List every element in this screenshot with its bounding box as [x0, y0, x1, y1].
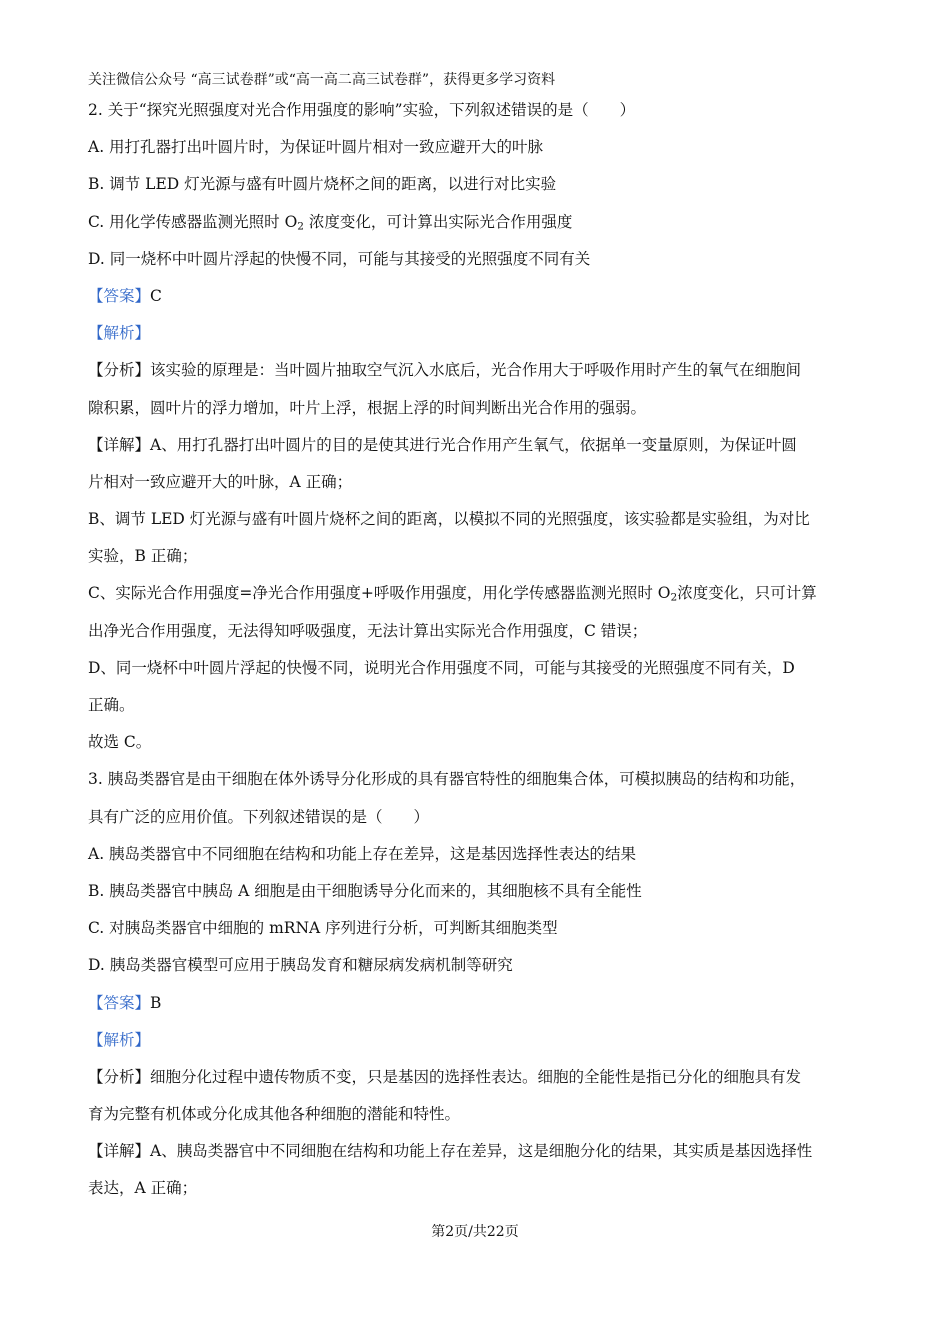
- q2-stem: 2. 关于“探究光照强度对光合作用强度的影响”实验，下列叙述错误的是（ ）: [88, 101, 636, 119]
- q2-detail-b-1: B、调节 LED 灯光源与盛有叶圆片烧杯之间的距离，以模拟不同的光照强度，该实验都是实验组，为对比: [88, 510, 810, 529]
- q2-analysis-line-1: [88, 358, 868, 395]
- q2-explain-tag: 【解析】: [88, 324, 151, 343]
- q2-detail-d-2: 正确。: [88, 696, 135, 714]
- q3-analysis-text-1: 细胞分化过程中遗传物质不变，只是基因的选择性表达。细胞的全能性是指已分化的细胞具有发: [150, 1067, 802, 1086]
- q3-detail-line-1: [88, 1139, 868, 1176]
- q3-answer: [88, 991, 868, 1028]
- q2-analysis-text-1: 该实验的原理是：当叶圆片抽取空气沉入水底后，光合作用大于呼吸作用时产生的氧气在细胞间: [150, 361, 802, 380]
- q2-analysis-line-2: 隙积累，圆叶片的浮力增加，叶片上浮，根据上浮的时间判断出光合作用的强弱。: [88, 398, 647, 417]
- q2-option-c-sub: 2: [297, 220, 304, 233]
- q3-stem-2: 具有广泛的应用价值。下列叙述错误的是（ ）: [88, 807, 430, 826]
- q3-explain-tag: 【解析】: [88, 1030, 151, 1049]
- q3-stem-1: 3. 胰岛类器官是由干细胞在体外诱导分化形成的具有器官特性的细胞集合体，可模拟胰岛的结构和功能，: [88, 770, 806, 789]
- q2-option-d: D. 同一烧杯中叶圆片浮起的快慢不同，可能与其接受的光照强度不同有关: [88, 249, 591, 268]
- q3-answer-tag: 【答案】: [88, 993, 151, 1012]
- q2-option-c: [88, 210, 868, 247]
- q2-analysis-tag: 【分析】: [88, 361, 151, 380]
- q3-analysis-line-2: 育为完整有机体或分化成其他各种细胞的潜能和特性。: [88, 1105, 461, 1124]
- q2-detail-c-1-post: 浓度变化，只可计算: [677, 584, 817, 603]
- q2-detail-line-1: [88, 433, 868, 470]
- document-body: [88, 98, 868, 1214]
- q2-option-a: A. 用打孔器打出叶圆片时，为保证叶圆片相对一致应避开大的叶脉: [88, 138, 544, 157]
- q3-answer-value: B: [150, 993, 162, 1012]
- q2-answer: [88, 284, 868, 321]
- q2-option-c-pre: C. 用化学传感器监测光照时 O: [88, 212, 298, 231]
- q2-answer-tag: 【答案】: [88, 286, 151, 305]
- q2-option-b: B. 调节 LED 灯光源与盛有叶圆片烧杯之间的距离，以进行对比实验: [88, 175, 557, 194]
- q2-detail-c-1-pre: C、实际光合作用强度=净光合作用强度+呼吸作用强度，用化学传感器监测光照时 O: [88, 584, 671, 603]
- q2-detail-c-2: 出净光合作用强度，无法得知呼吸强度，无法计算出实际光合作用强度，C 错误；: [88, 621, 648, 640]
- q3-option-d: D. 胰岛类器官模型可应用于胰岛发育和糖尿病发病机制等研究: [88, 956, 513, 975]
- q2-detail-a-1: A、用打孔器打出叶圆片的目的是使其进行光合作用产生氧气，依据单一变量原则，为保证叶圆: [150, 435, 797, 454]
- header-note: 关注微信公众号 “高三试卷群”或“高一高二高三试卷群”，获得更多学习资料: [88, 72, 556, 88]
- q3-analysis-tag: 【分析】: [88, 1067, 151, 1086]
- q3-option-b: B. 胰岛类器官中胰岛 A 细胞是由干细胞诱导分化而来的，其细胞核不具有全能性: [88, 881, 642, 900]
- q3-detail-a-2: 表达，A 正确；: [88, 1179, 198, 1198]
- q2-conclusion: 故选 C。: [88, 733, 152, 752]
- q2-detail-tag: 【详解】: [88, 435, 151, 454]
- q2-detail-a-2: 片相对一致应避开大的叶脉，A 正确；: [88, 472, 353, 491]
- q2-detail-d-1: D、同一烧杯中叶圆片浮起的快慢不同，说明光合作用强度不同，可能与其接受的光照强度不同有关，D: [88, 658, 795, 677]
- page-footer: 第2页/共22页: [431, 1224, 519, 1240]
- q2-detail-c-1-sub: 2: [670, 592, 678, 605]
- q3-option-c: C. 对胰岛类器官中细胞的 mRNA 序列进行分析，可判断其细胞类型: [88, 919, 558, 938]
- q2-answer-value: C: [150, 286, 162, 305]
- q3-option-a: A. 胰岛类器官中不同细胞在结构和功能上存在差异，这是基因选择性表达的结果: [88, 844, 637, 863]
- q3-analysis-line-1: [88, 1065, 868, 1102]
- q3-detail-a-1: A、胰岛类器官中不同细胞在结构和功能上存在差异，这是细胞分化的结果，其实质是基因选择性: [150, 1142, 813, 1161]
- q3-detail-tag: 【详解】: [88, 1142, 151, 1161]
- q2-detail-c-1: [88, 581, 868, 618]
- q2-option-c-post: 浓度变化，可计算出实际光合作用强度: [304, 212, 573, 231]
- q2-detail-b-2: 实验，B 正确；: [88, 547, 198, 566]
